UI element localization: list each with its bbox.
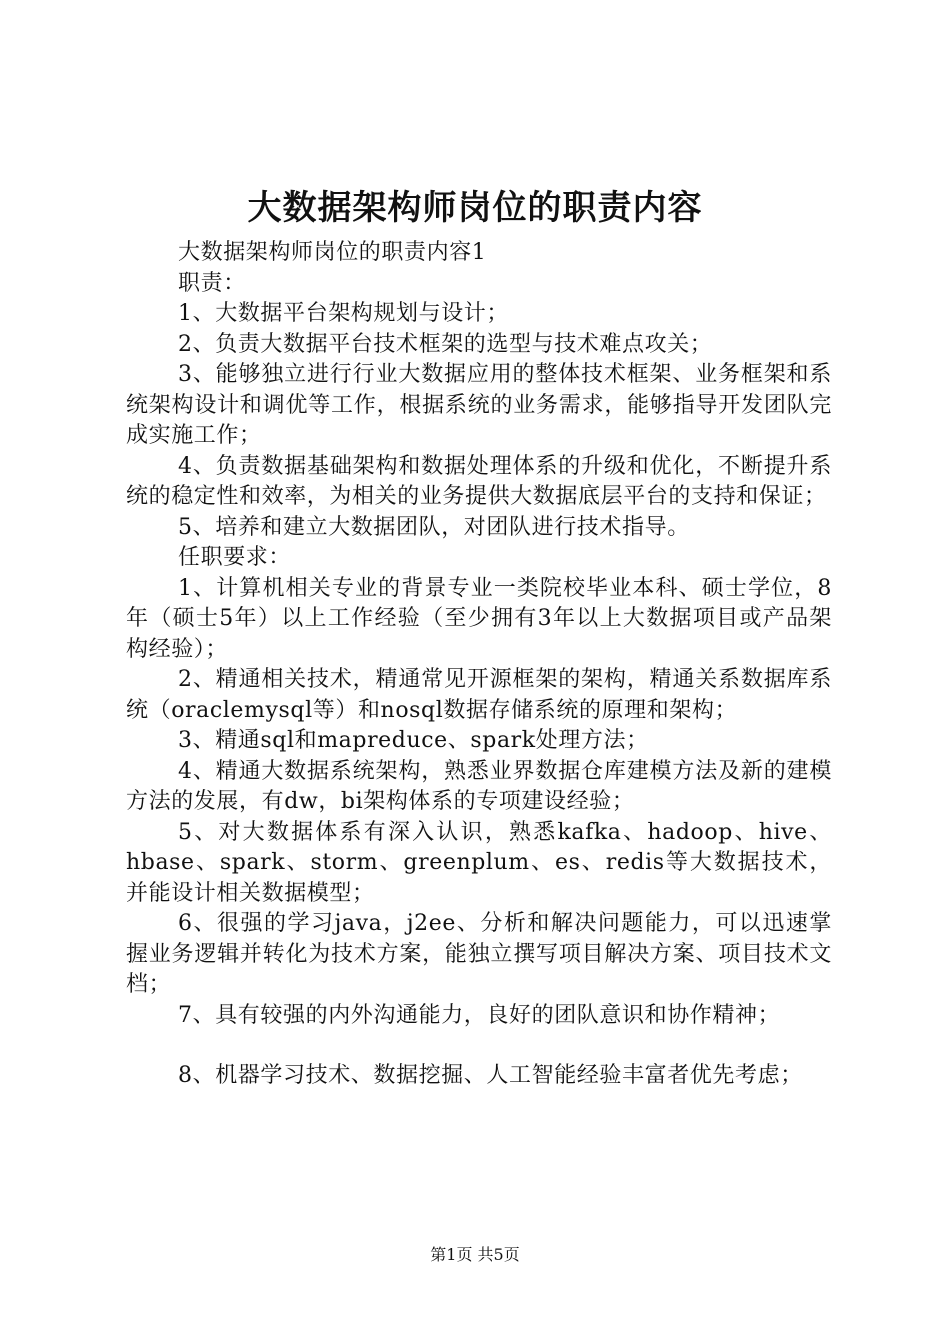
- duties-heading: 职责：: [178, 270, 246, 296]
- requirement-item: 3、精通sql和mapreduce、spark处理方法；: [178, 728, 649, 753]
- section-heading: 大数据架构师岗位的职责内容1: [178, 240, 487, 265]
- duty-item: 1、大数据平台架构规划与设计；: [178, 301, 509, 326]
- requirement-item: 5、对大数据体系有深入认识，熟悉kafka、hadoop、hive、hbase、spark、storm、greenplum、es、redis等大数据技术，并能设计相关数据模型；: [126, 819, 832, 906]
- requirement-item: 6、很强的学习java，j2ee、分析和解决问题能力，可以迅速掌握业务逻辑并转化为技术方案，能独立撰写项目解决方案、项目技术文档；: [126, 911, 832, 997]
- duty-item: 3、能够独立进行行业大数据应用的整体技术框架、业务框架和系统架构设计和调优等工作，根据系统的业务需求，能够指导开发团队完成实施工作；: [126, 362, 832, 448]
- page-number-footer: 第1页 共5页: [430, 1245, 520, 1264]
- requirement-item: 1、计算机相关专业的背景专业一类院校毕业本科、硕士学位，8年（硕士5年）以上工作经验（至少拥有3年以上大数据项目或产品架构经验）；: [126, 575, 832, 662]
- document-title: 大数据架构师岗位的职责内容: [247, 188, 703, 228]
- duty-item: 5、培养和建立大数据团队，对团队进行技术指导。: [178, 514, 690, 540]
- document-body: [126, 238, 832, 1092]
- duty-item: 2、负责大数据平台技术框架的选型与技术难点攻关；: [178, 331, 713, 357]
- requirement-item: 2、精通相关技术，精通常见开源框架的架构，精通关系数据库系统（oraclemysql等）和nosql数据存储系统的原理和架构；: [126, 667, 832, 723]
- requirement-item: 8、机器学习技术、数据挖掘、人工智能经验丰富者优先考虑；: [178, 1063, 803, 1088]
- requirements-heading: 任职要求：: [178, 545, 292, 570]
- duty-item: 4、负责数据基础架构和数据处理体系的升级和优化，不断提升系统的稳定性和效率，为相关的业务提供大数据底层平台的支持和保证；: [126, 453, 832, 509]
- requirement-item: 7、具有较强的内外沟通能力，良好的团队意识和协作精神；: [178, 1002, 781, 1028]
- requirement-item: 4、精通大数据系统架构，熟悉业界数据仓库建模方法及新的建模方法的发展，有dw，bi架构体系的专项建设经验；: [126, 758, 832, 814]
